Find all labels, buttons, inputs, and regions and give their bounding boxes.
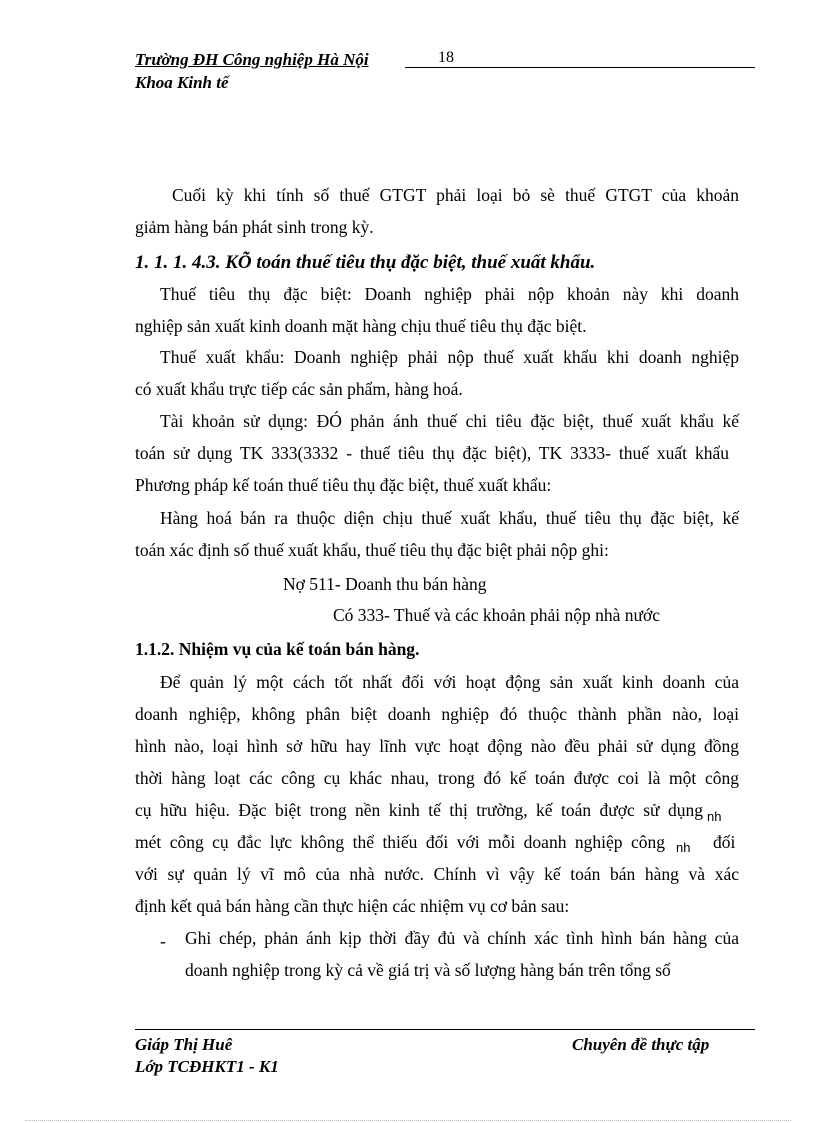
body-line: toán sử dụng TK 333(3332 - thuế tiêu thụ đặc biệt), TK 3333- thuế xuất khẩu: [135, 443, 729, 463]
body-line: có xuất khẩu trực tiếp các sản phẩm, hàng hoá.: [135, 379, 463, 399]
page-number: 18: [438, 49, 454, 66]
section-heading: 1.1.2. Nhiệm vụ của kế toán bán hàng.: [135, 639, 420, 659]
body-line: cụ hữu hiệu. Đặc biệt trong nền kinh tế thị trường, kế toán được sử dụng: [135, 800, 703, 820]
section-heading: 1. 1. 1. 4.3. KÕ toán thuế tiêu thụ đặc biệt, thuế xuất khẩu.: [135, 252, 596, 273]
body-line: toán xác định số thuế xuất khẩu, thuế tiêu thụ đặc biệt phải nộp ghi:: [135, 540, 609, 560]
body-line: mét công cụ đắc lực không thể thiếu đối với mỗi doanh nghiệp công: [135, 832, 665, 852]
body-line: doanh nghiệp trong kỳ cả về giá trị và số lượng hàng bán trên tổng số: [185, 960, 671, 980]
subscript-fragment: nh: [676, 840, 691, 855]
footer-rule: [135, 1029, 755, 1030]
body-line: Ghi chép, phản ánh kịp thời đầy đủ và chính xác tình hình bán hàng của: [185, 928, 739, 948]
body-line: Hàng hoá bán ra thuộc diện chịu thuế xuất khẩu, thuế tiêu thụ đặc biệt, kế: [160, 508, 739, 528]
body-line: định kết quả bán hàng cần thực hiện các nhiệm vụ cơ bản sau:: [135, 896, 570, 916]
subscript-fragment: nh: [707, 809, 722, 824]
body-line: Để quản lý một cách tốt nhất đối với hoạt động sản xuất kinh doanh của: [160, 672, 739, 692]
page-bottom-border: [25, 1120, 791, 1121]
header-faculty: Khoa Kinh tế: [135, 73, 229, 92]
body-line: Tài khoản sử dụng: ĐÓ phản ánh thuế chi tiêu đặc biệt, thuế xuất khẩu kế: [160, 411, 739, 431]
body-line: hình nào, loại hình sở hữu hay lĩnh vực hoạt động nào đều phải sử dụng đồng: [135, 736, 739, 756]
footer-class: Lớp TCĐHKT1 - K1: [135, 1057, 279, 1076]
body-line: với sự quản lý vĩ mô của nhà nước. Chính vì vậy kế toán bán hàng và xác: [135, 864, 739, 884]
body-line: giảm hàng bán phát sinh trong kỳ.: [135, 217, 374, 237]
body-line: Phương pháp kế toán thuế tiêu thụ đặc biệt, thuế xuất khẩu:: [135, 475, 552, 495]
journal-credit: Có 333- Thuế và các khoản phải nộp nhà nước: [333, 605, 661, 625]
body-line: Thuế tiêu thụ đặc biệt: Doanh nghiệp phải nộp khoản này khi doanh: [160, 284, 739, 304]
header-school: Trường ĐH Công nghiệp Hà Nội: [135, 50, 369, 69]
footer-author: Giáp Thị Huê: [135, 1035, 233, 1054]
bullet-dash: -: [160, 931, 166, 951]
body-line: doanh nghiệp, không phân biệt doanh nghiệp đó thuộc thành phần nào, loại: [135, 704, 739, 724]
body-line: nghiệp sản xuất kinh doanh mặt hàng chịu thuế tiêu thụ đặc biệt.: [135, 316, 587, 336]
header-rule: [405, 67, 755, 68]
journal-debit: Nợ 511- Doanh thu bán hàng: [283, 574, 487, 594]
body-line: Cuối kỳ khi tính số thuế GTGT phải loại bỏ sè thuế GTGT của khoản: [172, 185, 739, 205]
body-line: đối: [713, 832, 736, 852]
body-line: thời hàng loạt các công cụ khác nhau, trong đó kế toán được coi là một công: [135, 768, 739, 788]
footer-doc-type: Chuyên đề thực tập: [572, 1035, 710, 1054]
body-line: Thuế xuất khẩu: Doanh nghiệp phải nộp thuế xuất khẩu khi doanh nghiệp: [160, 347, 739, 367]
